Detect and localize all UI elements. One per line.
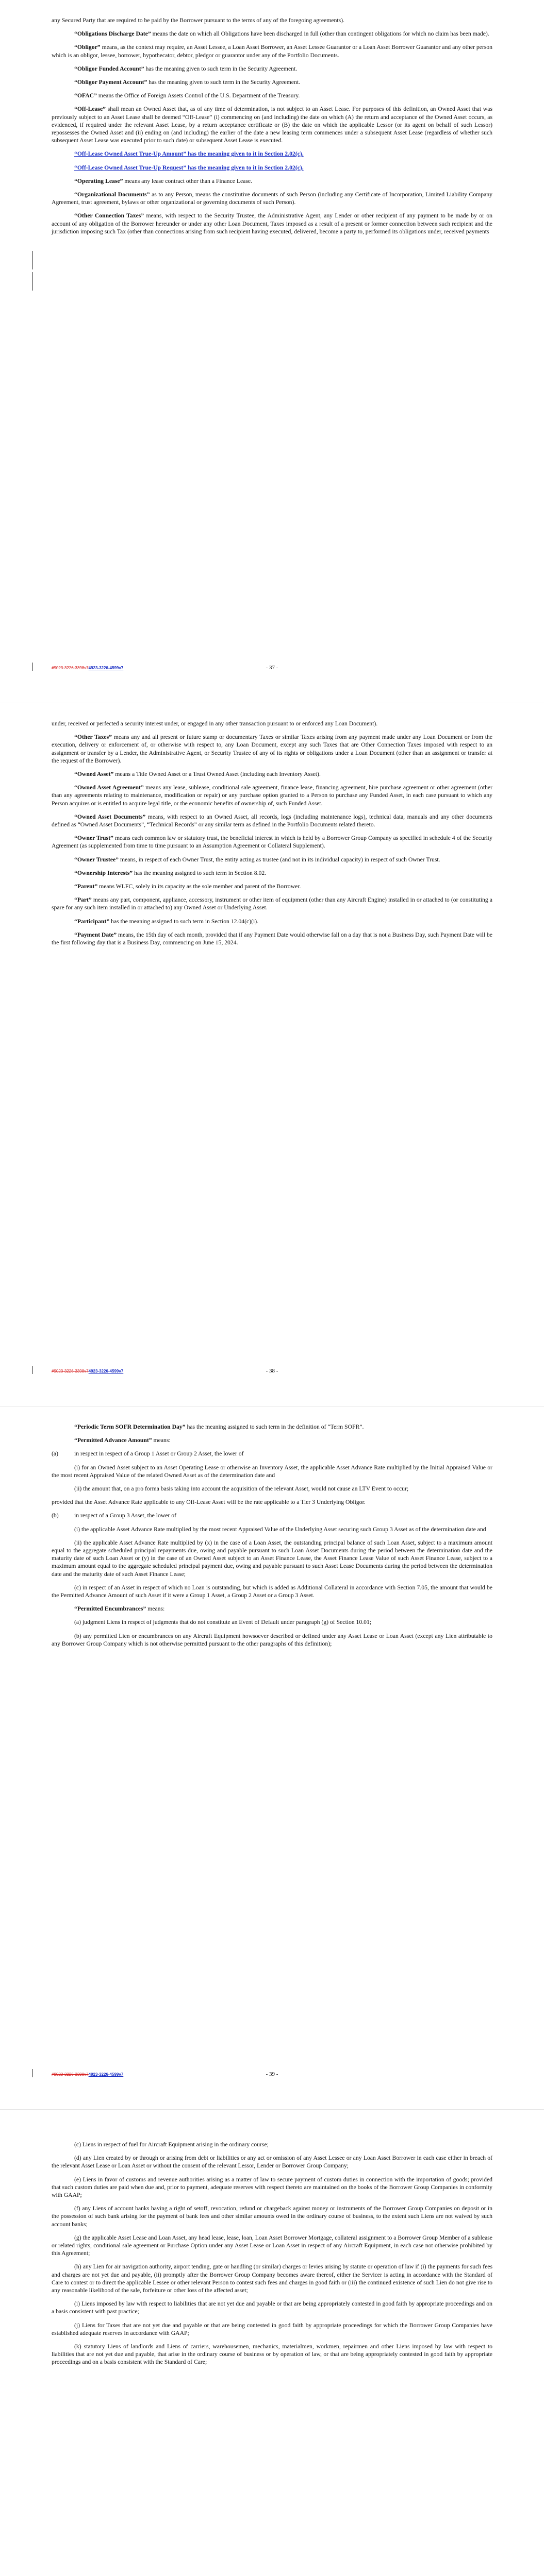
clause-pe-a: (a) judgment Liens in respect of judgments that do not constitute an Event of Default under paragraph (g) of Section 10.01; (74, 1619, 372, 1626)
page-number: - 38 - (266, 1368, 278, 1374)
clause-item: (h) any Lien for air navigation authority, airport tending, gate or handling (or similar) charges or levies arising by statute or operation of law if (i) the payments for such fees and charges are not yet due and payable, (ii) promptly after the Borrower Group Company becomes aware thereof, either the Servicer is acting in accordance with the Standard of Care to contest or to direct the applicable Lessee or other relevant Person to contest such fees and charges in good faith or (iii) the continued existence of such Lien do not give rise to any reasonable likelihood of the sale, forfeiture or other loss of the affected asset; (52, 2263, 492, 2294)
definition: “Other Taxes” means any and all present or future stamp or documentary Taxes or similar Taxes arising from any payment made under any Loan Document or from the execution, delivery or enforcement of, or otherwise with respect to, any Loan Document, except any such Taxes that are Other Connection Taxes imposed with respect to an assignment or transfer by a Lender, the Administrative Agent, or Security Trustee of any of its rights or obligations under a Loan Document (other than an assignment or transfer at the request of the Borrower). (52, 734, 492, 764)
clause-c: (c) in respect of an Asset in respect of which no Loan is outstanding, but which is added as Additional Collateral in accordance with Section 7.05, the amount that would be the Permitted Advance Amount of such Asset if it were a Group 1 Asset, a Group 2 Asset or a Group 3 Asset. (52, 1584, 492, 1599)
definition: “Part” means any part, component, appliance, accessory, instrument or other item of equipment (other than any Aircraft Engine) installed in or attached to (or constituting a spare for any such item installed in or attached to) any Owned Asset or Underlying Asset. (52, 896, 492, 911)
document-id: #9023-3226-3398v74923-3226-4599v7 (52, 2072, 124, 2077)
definition: “Permitted Encumbrances” means: (74, 1605, 165, 1613)
definition: “Off-Lease” shall mean an Owned Asset that, as of any time of determination, is not subject to an Asset Lease. For purposes of this definition, an Owned Asset that was previously subject to an Asset Lease shall be deemed “Off-Lease” (i) commencing on (and including) the date on which (A) the return and acceptance of the Owned Asset occurs, as evidenced, if required under the relevant Asset Lease, by a return acceptance certificate or (B) the date on which the applicable Lessor (or its agent on behalf of such Lessor) repossesses the Owned Asset and (ii) ending on (and including) the earlier of the date a new leasing term commences under a subsequent Asset Lease (regardless of whether such subsequent Asset Lease was executed prior to such date) or subsequent Asset Lease is executed. (52, 106, 492, 144)
page-37 (0, 0, 544, 703)
clause-b-i: (i) the applicable Asset Advance Rate multiplied by the most recent Appraised Value of the Underlying Asset securing such Group 3 Asset as of the determination date and (74, 1526, 486, 1533)
definition: “Parent” means WLFC, solely in its capacity as the sole member and parent of the Borrower. (74, 883, 301, 890)
definition: “Periodic Term SOFR Determination Day” has the meaning assigned to such term in the definition of “Term SOFR”. (74, 1423, 364, 1430)
definition: “Payment Date” means, the 15th day of each month, provided that if any Payment Date would otherwise fall on a day that is not a Business Day, such Payment Date will be the first following day that is a Business Day, commencing on June 15, 2024. (52, 931, 492, 946)
clause-item: (g) the applicable Asset Lease and Loan Asset, any head lease, lease, loan, Loan Asset Borrower Mortgage, collateral assignment to a Borrower Group Member of a sublease or related rights, conditional sale agreement or Purchase Option under any Asset Lease or Loan Asset in respect of any Aircraft Equipment, in each case not otherwise prohibited by this Agreement; (52, 2234, 492, 2257)
document-id: #9023-3226-3398v74923-3226-4599v7 (52, 666, 124, 670)
definition: “Permitted Advance Amount” means: (74, 1437, 171, 1444)
proviso: provided that the Asset Advance Rate applicable to any Off-Lease Asset will be the rate applicable to a Tier 3 Underlying Obligor. (52, 1499, 366, 1506)
clause-item: (f) any Liens of account banks having a right of setoff, revocation, refund or chargeback against money or instruments of the Borrower Group Companies on deposit or in the possession of such bank arising for the payment of bank fees and other similar amounts owed in the ordinary course of business, to the extent such Liens are not waived by such account banks; (52, 2205, 492, 2228)
definition: “Owner Trust” means each common law or statutory trust, the beneficial interest in which is held by a Borrower Group Company as specified in schedule 4 of the Security Agreement (as supplemented from time to time pursuant to an Assumption Agreement or Collateral Supplement). (52, 835, 492, 850)
definition: “Obligor Payment Account” has the meaning given to such term in the Security Agreement. (74, 79, 300, 86)
definition: “Owned Asset” means a Title Owned Asset or a Trust Owned Asset (including each Inventory Asset). (74, 771, 321, 778)
clause-item: (c) Liens in respect of fuel for Aircraft Equipment arising in the ordinary course; (74, 2141, 269, 2148)
definition: “Organizational Documents” as to any Person, means the constitutive documents of such Person (including any Certificate of Incorporation, Limited Liability Company Agreement, trust agreement, bylaws or other organizational or governing documents of such Person). (52, 191, 492, 206)
page-number: - 39 - (266, 2071, 278, 2077)
inserted-definition: “Off-Lease Owned Asset True-Up Amount” has the meaning given to it in Section 2.02(c). (74, 150, 304, 158)
definition: “Participant” has the meaning assigned to such term in Section 12.04(c)(i). (74, 918, 259, 925)
definition: “Owned Asset Agreement” means any lease, sublease, conditional sale agreement, finance lease, financing agreement, hire purchase agreement or other agreement (other than any agreements relating to maintenance, modification or repair) or any purchase option granted to a Person to purchase any Funded Asset, in each case pursuant to which any Person acquires or is entitled to acquire legal title, or the economic benefits of ownership of, such Funded Asset. (52, 784, 492, 807)
page-38 (0, 703, 544, 1406)
clause-a: (a) in respect in respect of a Group 1 Asset or Group 2 Asset, the lower of (52, 1450, 244, 1458)
definition: “Owner Trustee” means, in respect of each Owner Trust, the entity acting as trustee (and not in its individual capacity) in respect of such Owner Trust. (74, 856, 440, 863)
definition: “Obligor Funded Account” has the meaning given to such term in the Security Agreement. (74, 65, 298, 72)
paragraph: under, received or perfected a security interest under, or engaged in any other transaction pursuant to or enforced any Loan Document). (52, 720, 378, 727)
page-40 (0, 2110, 544, 2576)
clause-pe-b: (b) any permitted Lien or encumbrances on any Aircraft Equipment howsoever described or defined under any Asset Lease or Loan Asset (except any Lien attributable to any Borrower Group Company which is not otherwise permitted pursuant to the other paragraphs of this definition); (52, 1632, 492, 1647)
definition: “Other Connection Taxes” means, with respect to the Security Trustee, the Administrative Agent, any Lender or other recipient of any payment to be made by or on account of any obligation of the Borrower hereunder or under any other Loan Document, Taxes imposed as a result of a present or former connection between such recipient and the jurisdiction imposing such Tax (other than connections arising from such recipient having executed, delivered, become a party to, performed its obligations under, received payments (52, 212, 492, 235)
clause-item: (i) Liens imposed by law with respect to liabilities that are not yet due and payable or that are being appropriately contested in good faith by appropriate proceedings and on a basis consistent with past practice; (52, 2300, 492, 2315)
clause-item: (k) statutory Liens of landlords and Liens of carriers, warehousemen, mechanics, materialmen, workmen, repairmen and other Liens imposed by law with respect to liabilities that are not yet due and payable, that arise in the ordinary course of business or by operation of law, or that are being appropriately contested in good faith by appropriate proceedings and on a basis consistent with the Standard of Care; (52, 2343, 492, 2366)
clause-a-i: (i) for an Owned Asset subject to an Asset Operating Lease or otherwise an Inventory Asset, the applicable Asset Advance Rate multiplied by the Initial Appraised Value or the most recent Appraised Value of the related Owned Asset as of the determination date and (52, 1464, 492, 1479)
paragraph: any Secured Party that are required to be paid by the Borrower pursuant to the terms of any of the foregoing agreements). (52, 17, 344, 24)
definition: “Owned Asset Documents” means, with respect to an Owned Asset, all records, logs (including maintenance logs), technical data, manuals and any other documents defined as “Owned Asset Documents”, “Technical Records” or any similar term as defined in the Portfolio Documents related thereto. (52, 813, 492, 828)
clause-b-ii: (ii) the applicable Asset Advance Rate multiplied by (x) in the case of a Loan Asset, the outstanding principal balance of such Loan Asset, subject to a maximum amount equal to the aggregate scheduled principal repayments due, owing and payable pursuant to such Loan Asset Documents during the period between the determination date and the maturity date of such Loan Asset or (y) in the case of an Owned Asset subject to an Asset Finance Lease, the Asset Finance Lease Value of such Asset Finance Lease, subject to a maximum amount equal to the aggregate scheduled principal payment due, owing and payable pursuant to such Asset Lease Documents during the period between the determination date and the maturity date of such Asset Finance Lease; (52, 1539, 492, 1578)
definition: “Obligor” means, as the context may require, an Asset Lessee, a Loan Asset Borrower, an Asset Lessee Guarantor or a Loan Asset Borrower Guarantor and any other person which is an obligor, lessee, borrower, hypothecator, debtor, pledgor or guarantor under any of the Portfolio Documents. (52, 44, 492, 59)
page-number: - 37 - (266, 665, 278, 671)
document-id: #9023-3226-3398v74923-3226-4599v7 (52, 1369, 124, 1374)
clause-item: (d) any Lien created by or through or arising from debt or liabilities or any act or omission of any Asset Lessee or any Loan Asset Borrower in each case either in breach of the relevant Asset Lease or Loan Asset or without the consent of the relevant Lessor, Lender or Borrower Group Company; (52, 2155, 492, 2170)
clause-b: (b) in respect of a Group 3 Asset, the lower of (52, 1512, 176, 1519)
clause-a-ii: (ii) the amount that, on a pro forma basis taking into account the acquisition of the relevant Asset, would not cause an LTV Event to occur; (74, 1485, 409, 1493)
inserted-definition: “Off-Lease Owned Asset True-Up Request” has the meaning given to it in Section 2.02(c). (74, 164, 304, 171)
clause-item: (e) Liens in favor of customs and revenue authorities arising as a matter of law to secure payment of custom duties in connection with the importation of goods; provided that such custom duties are paid when due and, prior to payment, adequate reserves with respect thereto are maintained on the books of the Borrower Group Companies in conformity with GAAP; (52, 2176, 492, 2199)
definition: “OFAC” means the Office of Foreign Assets Control of the U.S. Department of the Treasury. (74, 92, 300, 99)
page-39 (0, 1406, 544, 2110)
definition: “Ownership Interests” has the meaning assigned to such term in Section 8.02. (74, 869, 267, 876)
clause-item: (j) Liens for Taxes that are not yet due and payable or that are being contested in good faith by appropriate proceedings for which the Borrower Group Companies have established adequate reserves in accordance with GAAP; (52, 2321, 492, 2336)
definition: “Obligations Discharge Date” means the date on which all Obligations have been discharged in full (other than contingent obligations for which no claim has been made). (74, 30, 489, 38)
definition: “Operating Lease” means any lease contract other than a Finance Lease. (74, 177, 252, 184)
